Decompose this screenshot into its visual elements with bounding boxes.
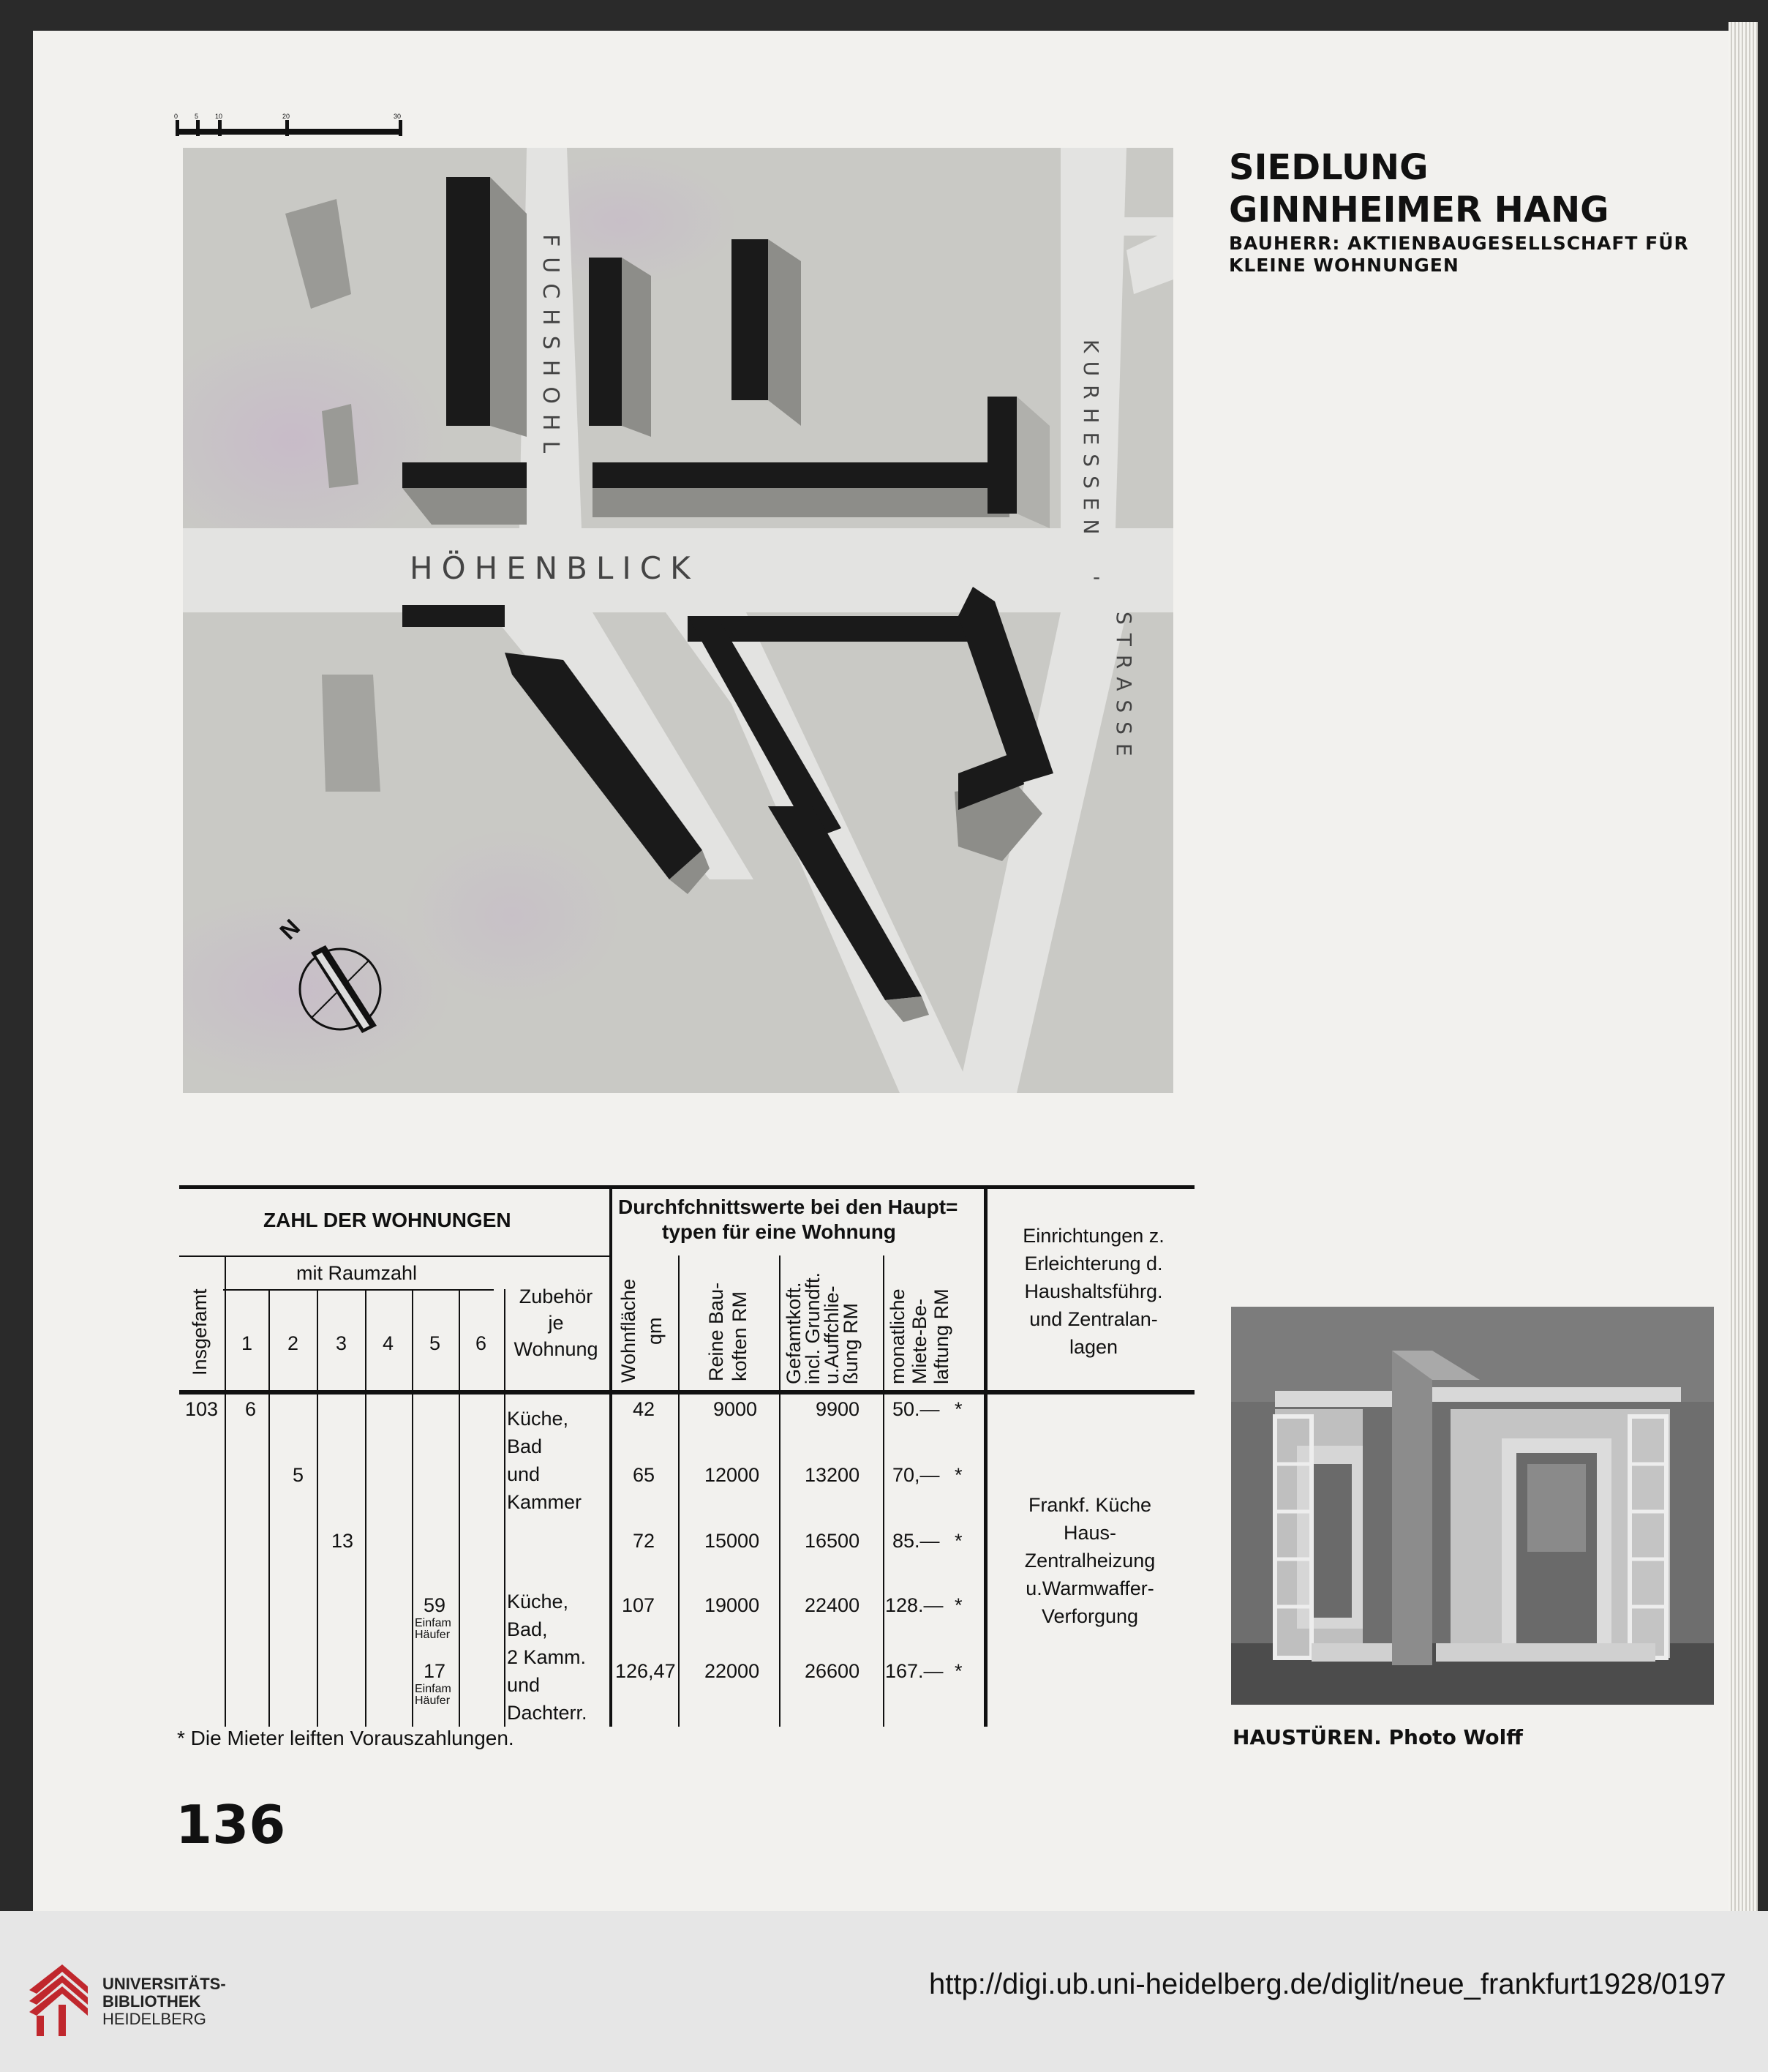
header-zahl-der-wohnungen: ZAHL DER WOHNUNGEN xyxy=(263,1209,511,1231)
subtitle-line: KLEINE WOHNUNGEN xyxy=(1229,255,1459,276)
header-zubehoer xyxy=(508,1283,603,1362)
zubehoer-line: 2 Kamm. xyxy=(507,1646,587,1668)
site-plan xyxy=(183,148,1173,1093)
cell-wohnflaeche: 107 xyxy=(622,1594,655,1616)
header-line: Einrichtungen z. xyxy=(1023,1225,1165,1247)
header-line: Erleichterung d. xyxy=(1024,1253,1163,1275)
header-durchschnittswerte: Durchfchnittswerte bei den Haupt= xyxy=(618,1195,958,1218)
library-name-line: HEIDELBERG xyxy=(102,2010,206,2028)
scale-tick-label: 30 xyxy=(394,113,402,120)
cell-wohnflaeche: 126,47 xyxy=(615,1660,676,1682)
cell-wohnflaeche: 72 xyxy=(633,1530,655,1552)
header-line: Haushaltsführg. xyxy=(1024,1280,1163,1302)
zubehoer-line: Bad, xyxy=(507,1618,548,1640)
zubehoer-group xyxy=(507,1405,582,1516)
header-miete: Miete-Be- xyxy=(909,1298,930,1384)
cell-miete: 50.— xyxy=(892,1398,940,1420)
cell-gesamtkosten: 22400 xyxy=(805,1594,860,1616)
apartment-data-table xyxy=(179,1185,1195,1727)
cell-star: * xyxy=(955,1660,963,1682)
cell-gesamtkosten: 13200 xyxy=(805,1464,860,1486)
page-edge xyxy=(1728,22,1758,1917)
library-name-line: UNIVERSITÄTS- xyxy=(102,1975,226,1993)
header-gesamtkosten: Gefamtkoft. xyxy=(783,1282,805,1384)
compass-rose-icon xyxy=(289,916,384,1048)
cell-baukosten: 22000 xyxy=(704,1660,760,1682)
header-baukosten: Reine Bau- xyxy=(705,1282,727,1381)
zubehoer-line: und xyxy=(507,1463,541,1485)
header-durchschnittswerte: typen für eine Wohnung xyxy=(662,1220,896,1243)
subtitle-line: BAUHERR: AKTIENBAUGESELLSCHAFT FÜR xyxy=(1229,233,1689,254)
scale-tick-label: 5 xyxy=(195,113,199,120)
header-miete: laftung RM xyxy=(930,1288,952,1384)
street-label-kurhessen: KURHESSEN xyxy=(1079,339,1103,544)
north-label: N xyxy=(274,914,306,945)
room-count: 59 xyxy=(424,1594,446,1616)
cell-gesamtkosten: 26600 xyxy=(805,1660,860,1682)
cell-baukosten: 19000 xyxy=(704,1594,760,1616)
street-label-dash: - xyxy=(1093,565,1108,589)
title-line: SIEDLUNG xyxy=(1229,147,1429,188)
zubehoer-line: und xyxy=(507,1674,541,1696)
cell-baukosten: 15000 xyxy=(704,1530,760,1552)
zubehoer-group xyxy=(507,1588,587,1727)
room-count: 6 xyxy=(245,1398,257,1420)
title-line: GINNHEIMER HANG xyxy=(1229,189,1609,230)
street-label-fuchshohl: FUCHSHOHL xyxy=(538,234,563,464)
cell-star: * xyxy=(955,1398,963,1420)
footnote: * Die Mieter leiften Vorauszahlungen. xyxy=(177,1727,514,1749)
zubehoer-line: Dachterr. xyxy=(507,1702,587,1724)
room-count: 13 xyxy=(331,1530,354,1552)
header-baukosten: koften RM xyxy=(729,1291,751,1381)
room-count: 17 xyxy=(424,1660,446,1682)
header-line: Zubehör xyxy=(519,1285,593,1307)
room-count-note: Häufer xyxy=(415,1629,451,1641)
room-number: 1 xyxy=(241,1332,253,1354)
facilities-list xyxy=(995,1491,1185,1630)
zubehoer-line: Kammer xyxy=(507,1491,582,1513)
facility-line: Zentralheizung xyxy=(1024,1550,1156,1572)
room-number: 2 xyxy=(287,1332,299,1354)
zubehoer-line: Bad xyxy=(507,1435,543,1457)
street-label-strasse: STRASSE xyxy=(1112,612,1136,765)
facility-line: Haus- xyxy=(1063,1522,1117,1544)
header-insgesamt: Insgefamt xyxy=(189,1288,211,1375)
room-count-note: Einfam xyxy=(415,1617,451,1629)
photo-caption: HAUSTÜREN. Photo Wolff xyxy=(1233,1725,1523,1749)
facility-line: Verforgung xyxy=(1041,1605,1139,1627)
header-line: je xyxy=(548,1312,564,1334)
cell-star: * xyxy=(955,1594,963,1616)
facility-line: u.Warmwaffer- xyxy=(1026,1577,1154,1599)
scale-tick-label: 0 xyxy=(174,113,178,120)
page-number: 136 xyxy=(176,1794,286,1855)
cell-miete: 70,— xyxy=(892,1464,940,1486)
room-number: 3 xyxy=(336,1332,347,1354)
room-count-note: Häufer xyxy=(415,1694,451,1707)
facility-line: Frankf. Küche xyxy=(1028,1494,1152,1516)
source-url-link[interactable]: http://digi.ub.uni-heidelberg.de/diglit/neue_frankfurt1928/0197 xyxy=(929,1968,1726,2000)
street-label-hoehenblick: HÖHENBLICK xyxy=(410,550,699,586)
header-wohnflaeche: Wohnfläche xyxy=(617,1278,639,1383)
header-miete: monatliche xyxy=(887,1288,909,1384)
page-title xyxy=(1229,146,1704,231)
header-mit-raumzahl: mit Raumzahl xyxy=(296,1262,418,1284)
zubehoer-line: Küche, xyxy=(507,1408,569,1430)
room-number: 4 xyxy=(383,1332,394,1354)
header-line: und Zentralan- xyxy=(1029,1308,1158,1330)
cell-gesamtkosten: 9900 xyxy=(816,1398,860,1420)
room-count-note: Einfam xyxy=(415,1683,451,1695)
cell-wohnflaeche: 42 xyxy=(633,1398,655,1420)
scale-bar xyxy=(174,113,402,139)
scale-tick-label: 10 xyxy=(215,113,223,120)
total-count: 103 xyxy=(185,1398,219,1420)
house-doors-photo-drawing xyxy=(1231,1307,1714,1705)
header-line: lagen xyxy=(1069,1336,1118,1358)
header-einrichtungen xyxy=(1009,1222,1178,1361)
zubehoer-line: Küche, xyxy=(507,1591,569,1613)
cell-miete: 167.— xyxy=(885,1660,944,1682)
library-name-line: BIBLIOTHEK xyxy=(102,1992,201,2011)
cell-star: * xyxy=(955,1464,963,1486)
header-gesamtkosten: u.Auffchlie- xyxy=(821,1285,843,1384)
cell-miete: 85.— xyxy=(892,1530,940,1552)
header-wohnflaeche: qm xyxy=(644,1317,666,1345)
page-subtitle xyxy=(1229,233,1704,277)
cell-star: * xyxy=(955,1530,963,1552)
room-number: 6 xyxy=(475,1332,487,1354)
library-name xyxy=(102,1975,226,2028)
room-number: 5 xyxy=(429,1332,441,1354)
scale-tick-label: 20 xyxy=(282,113,290,120)
cell-miete: 128.— xyxy=(885,1594,944,1616)
photo-house-doors xyxy=(1231,1307,1714,1705)
library-logo-icon xyxy=(22,1961,95,2040)
room-count: 5 xyxy=(293,1464,304,1486)
header-gesamtkosten: ßung RM xyxy=(840,1302,862,1384)
header-line: Wohnung xyxy=(514,1338,598,1360)
cell-baukosten: 9000 xyxy=(713,1398,758,1420)
cell-baukosten: 12000 xyxy=(704,1464,760,1486)
cell-wohnflaeche: 65 xyxy=(633,1464,655,1486)
cell-gesamtkosten: 16500 xyxy=(805,1530,860,1552)
header-gesamtkosten: incl. Grundft. xyxy=(802,1272,824,1384)
